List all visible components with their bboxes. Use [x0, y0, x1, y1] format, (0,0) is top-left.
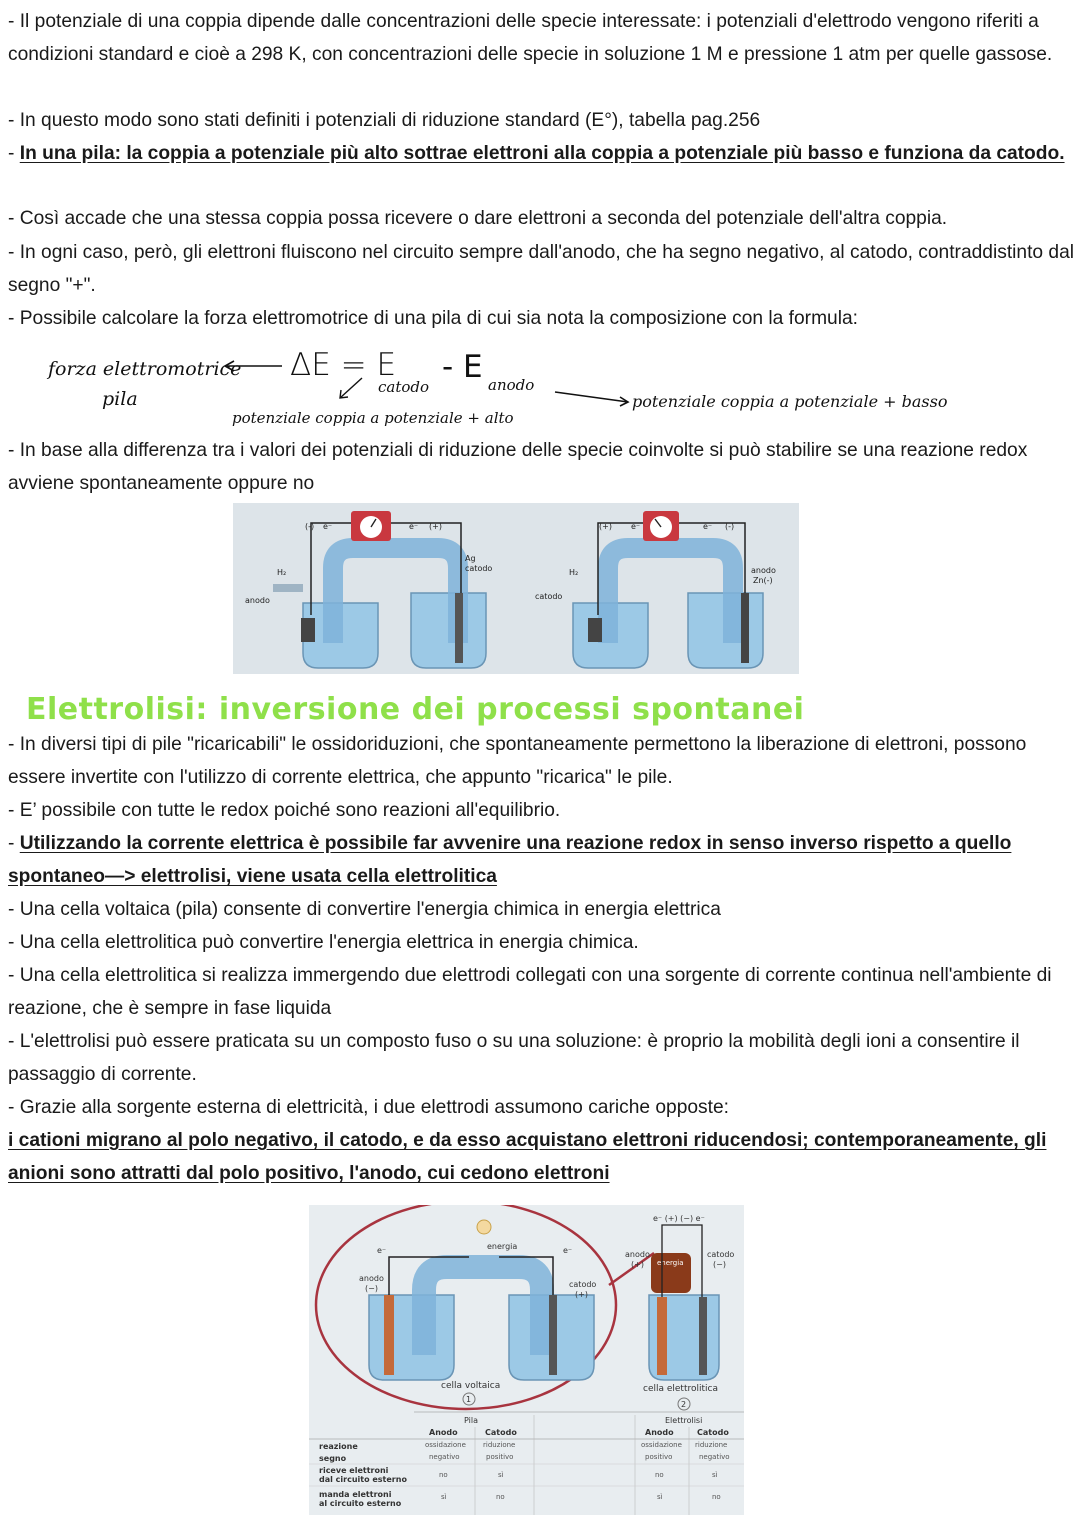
fig2-num2: 2: [681, 1400, 687, 1409]
right-zn: Zn(-): [753, 576, 773, 585]
fig2-catodo: catodo: [569, 1280, 597, 1289]
table-cell: no: [655, 1471, 664, 1479]
fig2-e-left: e⁻: [377, 1246, 387, 1255]
paragraph-cationi-anioni: [8, 1125, 1076, 1190]
table-row-label: riceve elettroni: [319, 1466, 389, 1475]
paragraph-composto-fuso: - L'elettrolisi può essere praticata su un composto fuso o su una soluzione: è proprio la mobilità degli ioni a consentire il passaggio di corrente.: [8, 1031, 1020, 1085]
table-cell: riduzione: [483, 1441, 516, 1449]
note-pila: pila: [102, 388, 138, 410]
paragraph-sorgente-esterna: - Grazie alla sorgente esterna di elettricità, i due elettrodi assumono cariche opposte:: [8, 1097, 729, 1118]
subscript-anodo: anodo: [488, 376, 535, 394]
table-cell: negativo: [429, 1453, 460, 1461]
table-group-elettrolisi: Elettrolisi: [665, 1416, 703, 1425]
table-cell: no: [496, 1493, 505, 1501]
fig2-inset-catodo: catodo: [707, 1250, 735, 1259]
fig2-anodo-sign: (−): [365, 1284, 378, 1293]
table-cell: sì: [712, 1471, 718, 1479]
paragraph-pila-bold: [8, 138, 1076, 171]
table-row-label-2: dal circuito esterno: [319, 1475, 407, 1484]
paragraph-spontaneita: - In base alla differenza tra i valori dei potenziali di riduzione delle specie coinvolte si può stabilire se una reazione redox avviene spontaneamente oppure no: [8, 440, 1028, 494]
figure-pila-vs-elettrolisi: [309, 1205, 744, 1515]
left-e1: e⁻: [323, 522, 333, 531]
left-e2: e⁻: [409, 522, 419, 531]
table-col-catodo-1: Catodo: [485, 1428, 517, 1437]
fig2-e-right: e⁻: [563, 1246, 573, 1255]
right-h2: H₂: [569, 568, 579, 577]
right-e2: e⁻: [703, 522, 713, 531]
left-ag: Ag: [465, 554, 476, 563]
paragraph-flusso-elettroni: - In ogni caso, però, gli elettroni fluiscono nel circuito sempre dall'anodo, che ha segno negativo, al catodo, contraddistinto dal segno "+".: [8, 242, 1075, 296]
paragraph-potenziali-standard: - In questo modo sono stati definiti i potenziali di riduzione standard (E°), tabella pag.256: [8, 110, 761, 131]
bold-statement-elettrolisi: Utilizzando la corrente elettrica è possibile far avvenire una reazione redox in senso inverso rispetto a quello spontaneo—> elettrolisi, viene usata cella elettrolitica: [8, 833, 1012, 887]
bold-statement-pila: In una pila: la coppia a potenziale più alto sottrae elettroni alla coppia a potenziale più basso e funziona da catodo.: [19, 143, 1065, 164]
table-cell: positivo: [486, 1453, 514, 1461]
right-pos-label: (+): [599, 522, 612, 531]
table-cell: ossidazione: [641, 1441, 682, 1449]
fig2-cella-voltaica: cella voltaica: [441, 1381, 501, 1391]
equation-minus-e: - E: [442, 349, 483, 385]
bold-statement-ioni: i cationi migrano al polo negativo, il catodo, e da esso acquistano elettroni riducendosi; contemporaneamente, gli anioni sono attratti dal polo positivo, l'anodo, cui cedono elettroni: [8, 1130, 1047, 1184]
paragraph-pile-ricaricabili: - In diversi tipi di pile "ricaricabili" le ossidoriduzioni, che spontaneamente permettono la liberazione di elettroni, possono essere invertite con l'utilizzo di corrente elettrica, che appunto "ricarica" le pile.: [8, 734, 1027, 788]
subscript-catodo: catodo: [378, 378, 430, 396]
fig2-catodo-sign: (+): [575, 1290, 588, 1299]
right-catodo: catodo: [535, 592, 563, 601]
paragraph-formula-intro: - Possibile calcolare la forza elettromotrice di una pila di cui sia nota la composizione con la formula:: [8, 308, 858, 329]
fig2-inset-signs: e⁻ (+) (−) e⁻: [653, 1214, 705, 1223]
table-cell: riduzione: [695, 1441, 728, 1449]
table-col-anodo-2: Anodo: [645, 1428, 674, 1437]
fig2-num1: 1: [466, 1395, 472, 1404]
right-anodo: anodo: [751, 566, 776, 575]
paragraph-cella-elettrolitica: - Una cella elettrolitica può convertire l'energia elettrica in energia chimica.: [8, 932, 639, 953]
table-cell: sì: [498, 1471, 504, 1479]
paragraph-cella-voltaica: - Una cella voltaica (pila) consente di convertire l'energia chimica in energia elettrica: [8, 899, 721, 920]
equation-delta-e: ΔE = E: [290, 347, 397, 383]
note-potenziale-basso: potenziale coppia a potenziale + basso: [632, 392, 948, 411]
fig2-cella-elettrolitica: cella elettrolitica: [643, 1384, 718, 1394]
table-row-label: reazione: [319, 1442, 358, 1451]
table-cell: positivo: [645, 1453, 673, 1461]
table-row-label: manda elettroni: [319, 1490, 392, 1499]
table-cell: negativo: [699, 1453, 730, 1461]
bullet-dash: -: [8, 143, 20, 164]
left-h2: H₂: [277, 568, 287, 577]
paragraph-elettrolisi-bold: [8, 828, 1076, 893]
table-col-anodo-1: Anodo: [429, 1428, 458, 1437]
fig2-inset-energia: energia: [657, 1259, 684, 1267]
note-forza-elettromotrice: forza elettromotrice: [48, 358, 242, 380]
note-potenziale-alto: potenziale coppia a potenziale + alto: [232, 409, 514, 427]
paragraph-potenziale: - Il potenziale di una coppia dipende dalle concentrazioni delle specie interessate: i potenziali d'elettrodo vengono riferiti a condizioni standard e cioè a 298 K, con concentrazioni delle specie in soluzione 1 M e pressione 1 atm per quelle gassose.: [8, 11, 1053, 65]
figure-elettrolisi-svg: [309, 1205, 744, 1515]
paragraph-stessa-coppia: - Così accade che una stessa coppia possa ricevere o dare elettroni a seconda del potenziale dell'altra coppia.: [8, 208, 948, 229]
left-pos-label: (+): [429, 522, 442, 531]
table-cell: sì: [441, 1493, 447, 1501]
figure-pile-svg: [233, 503, 799, 674]
fig2-anodo: anodo: [359, 1274, 384, 1283]
figure-pile-hydrogen: [233, 503, 799, 674]
left-neg-label: (-): [305, 522, 315, 531]
paragraph-redox-equilibrio: - E’ possibile con tutte le redox poiché sono reazioni all'equilibrio.: [8, 800, 561, 821]
table-row-label: segno: [319, 1454, 347, 1463]
table-col-catodo-2: Catodo: [697, 1428, 729, 1437]
bullet-dash: -: [8, 833, 20, 854]
table-cell: no: [712, 1493, 721, 1501]
fig2-inset-anodo-sign: (+): [631, 1260, 644, 1269]
table-cell: sì: [657, 1493, 663, 1501]
right-e1: e⁻: [631, 522, 641, 531]
right-neg-label: (-): [725, 522, 735, 531]
section-title-elettrolisi: Elettrolisi: inversione dei processi spontanei: [26, 692, 805, 727]
left-anodo: anodo: [245, 596, 270, 605]
paragraph-realizzazione-cella: - Una cella elettrolitica si realizza immergendo due elettrodi collegati con una sorgente di corrente continua nell'ambiente di reazione, che è sempre in fase liquida: [8, 965, 1052, 1019]
fig2-inset-catodo-sign: (−): [713, 1260, 726, 1269]
left-catodo: catodo: [465, 564, 493, 573]
fig2-energia-top: energia: [487, 1242, 518, 1251]
table-cell: no: [439, 1471, 448, 1479]
table-cell: ossidazione: [425, 1441, 466, 1449]
table-row-label-2: al circuito esterno: [319, 1499, 402, 1508]
table-group-pila: Pila: [464, 1416, 478, 1425]
fig2-inset-anodo: anodo: [625, 1250, 650, 1259]
